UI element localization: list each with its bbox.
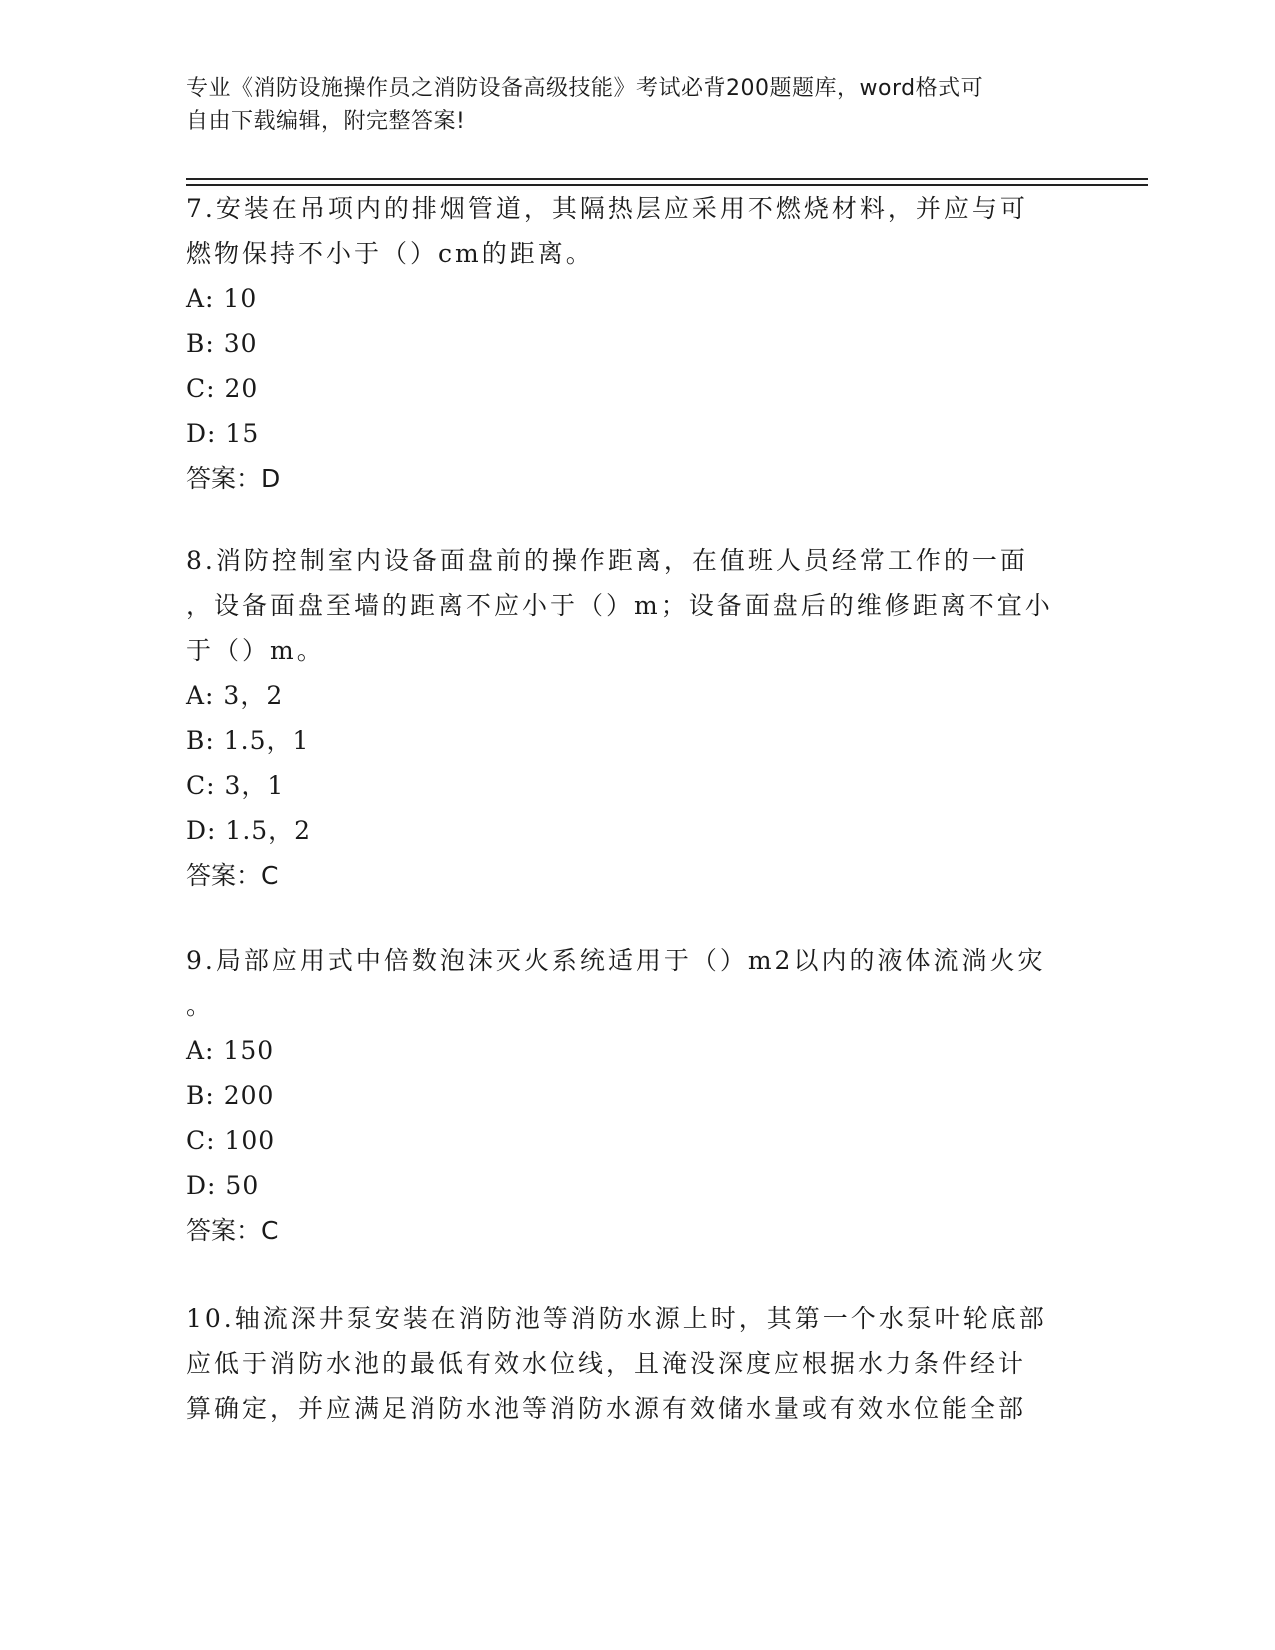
option-a: A: 3，2 bbox=[186, 681, 284, 710]
option-c: C: 100 bbox=[186, 1126, 276, 1155]
option-b: B: 200 bbox=[186, 1081, 275, 1110]
question-9 bbox=[186, 938, 1086, 1253]
option-a: A: 10 bbox=[186, 284, 258, 313]
option-d: D: 1.5，2 bbox=[186, 816, 312, 845]
question-stem-line: ，设备面盘至墙的距离不应小于（）m；设备面盘后的维修距离不宜小 bbox=[186, 591, 1053, 620]
question-10 bbox=[186, 1296, 1086, 1431]
question-stem-line: 燃物保持不小于（）cm的距离。 bbox=[186, 239, 594, 268]
option-a: A: 150 bbox=[186, 1036, 275, 1065]
question-stem-line: 算确定，并应满足消防水池等消防水源有效储水量或有效水位能全部 bbox=[186, 1394, 1027, 1423]
question-stem-line: 应低于消防水池的最低有效水位线，且淹没深度应根据水力条件经计 bbox=[186, 1349, 1027, 1378]
option-c: C: 20 bbox=[186, 374, 259, 403]
question-stem-line: 。 bbox=[186, 991, 215, 1020]
question-7 bbox=[186, 186, 1086, 501]
header-rule-top bbox=[186, 178, 1148, 180]
header-line-1: 专业《消防设施操作员之消防设备高级技能》考试必背200题题库，word格式可 bbox=[186, 76, 984, 101]
option-d: D: 50 bbox=[186, 1171, 260, 1200]
question-stem-line: 9.局部应用式中倍数泡沫灭火系统适用于（）m2以内的液体流淌火灾 bbox=[186, 946, 1046, 975]
answer-line: 答案：C bbox=[186, 1216, 279, 1245]
option-c: C: 3，1 bbox=[186, 771, 285, 800]
option-b: B: 1.5，1 bbox=[186, 726, 310, 755]
answer-line: 答案：C bbox=[186, 861, 279, 890]
question-8 bbox=[186, 538, 1086, 898]
document-header bbox=[186, 72, 1066, 138]
header-line-2: 自由下载编辑，附完整答案! bbox=[186, 109, 466, 134]
answer-line: 答案：D bbox=[186, 464, 281, 493]
option-b: B: 30 bbox=[186, 329, 258, 358]
option-d: D: 15 bbox=[186, 419, 260, 448]
question-stem-line: 8.消防控制室内设备面盘前的操作距离，在值班人员经常工作的一面 bbox=[186, 546, 1028, 575]
question-stem-line: 10.轴流深井泵安装在消防池等消防水源上时，其第一个水泵叶轮底部 bbox=[186, 1304, 1047, 1333]
question-stem-line: 于（）m。 bbox=[186, 636, 325, 665]
question-stem-line: 7.安装在吊项内的排烟管道，其隔热层应采用不燃烧材料，并应与可 bbox=[186, 194, 1028, 223]
